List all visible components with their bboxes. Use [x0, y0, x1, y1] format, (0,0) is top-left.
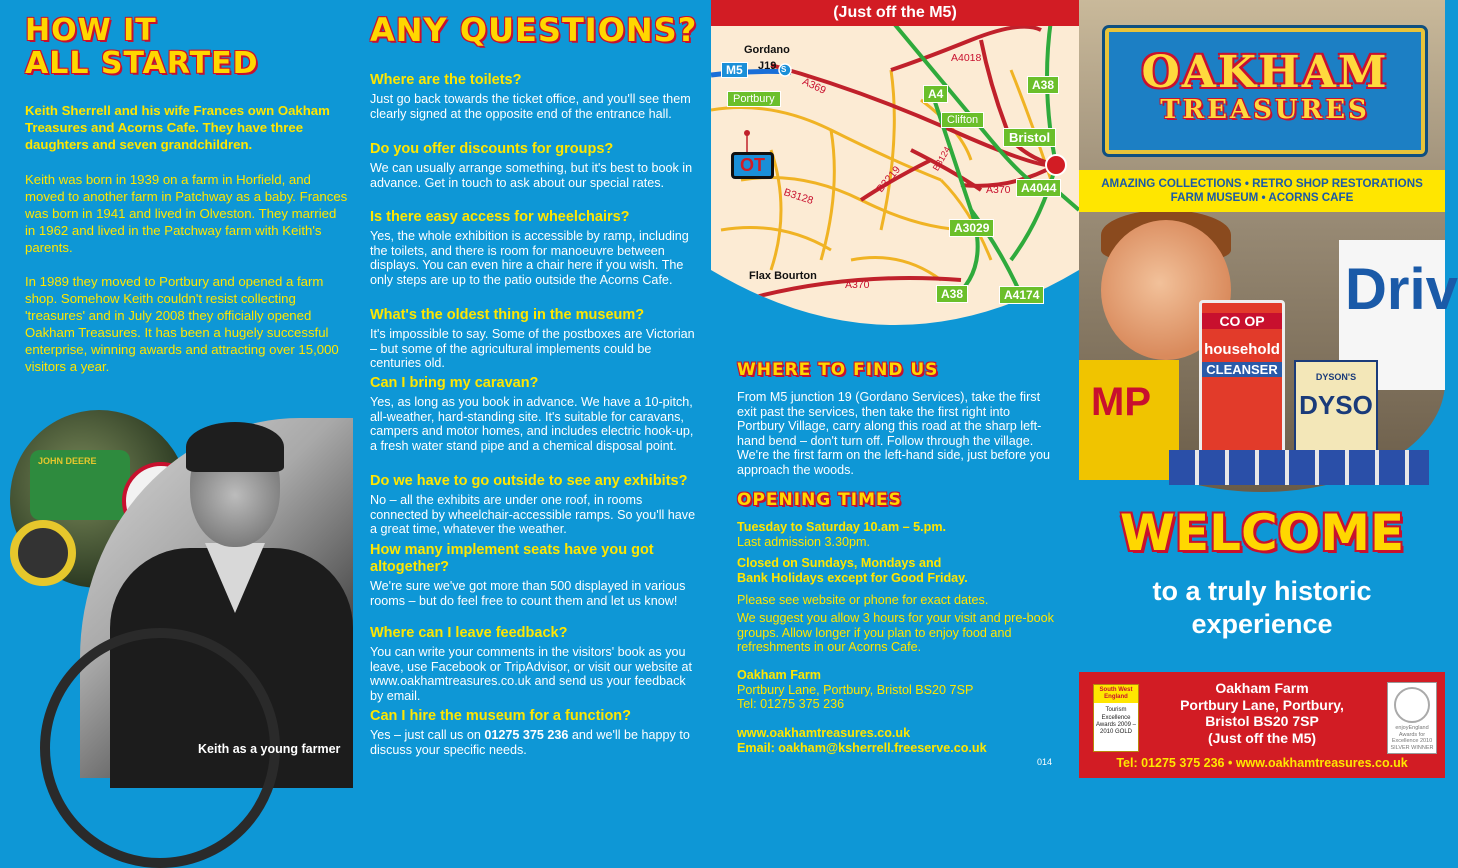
enjoy-england-award-badge: enjoyEngland Awards for Excellence 2010 SILVER WINNER: [1387, 682, 1437, 754]
any-questions-title: ANY QUESTIONS?: [370, 11, 698, 49]
welcome-heading: WELCOME: [1119, 504, 1405, 562]
ot-marker: OT: [731, 152, 774, 179]
faq-question: Is there easy access for wheelchairs?: [370, 209, 630, 225]
road-a38-bottom: A38: [936, 285, 968, 303]
tagline-band: AMAZING COLLECTIONS • RETRO SHOP RESTORATIONS FARM MUSEUM • ACORNS CAFE: [1079, 170, 1445, 212]
intro-text: Keith Sherrell and his wife Frances own Oakham Treasures and Acorns Cafe. They have three daughters and seven grandchildren.: [25, 103, 330, 152]
road-a370-right: A370: [986, 184, 1011, 196]
tractor-body: JOHN DEERE: [30, 450, 130, 520]
road-a4044: A4044: [1016, 179, 1061, 197]
history-paragraph-1: Keith was born in 1939 on a farm in Horfield, and moved to another farm in Patchway as a baby. Frances was born in 1941 and lived in Olveston. They married in 1962 and lived in the Patchway farm with Keith's parents.: [25, 172, 348, 255]
mp-box: MP: [1079, 360, 1179, 480]
faq-answer: It's impossible to say. Some of the postboxes are Victorian – but some of the agricultural implements could be centuries old.: [370, 327, 695, 371]
faq-answer: We can usually arrange something, but it's best to book in advance. Get in touch to ask about our special rates.: [370, 161, 693, 190]
panel-welcome: [1079, 0, 1458, 778]
page-number: 014: [1037, 757, 1053, 767]
dyso-box: DYSON'S DYSO: [1294, 360, 1378, 459]
map-label-portbury: Portbury: [727, 91, 781, 107]
road-a369: A369: [800, 75, 828, 97]
map-title: (Just off the M5): [711, 0, 1079, 26]
faq-question: Can I hire the museum for a function?: [370, 708, 632, 724]
address-block: Oakham Farm Portbury Lane, Portbury, Bristol BS20 7SP (Just off the M5): [1180, 680, 1344, 746]
tractor-wheel: [10, 520, 76, 586]
faq-question: Can I bring my caravan?: [370, 375, 539, 391]
road-a3029: A3029: [949, 219, 994, 237]
website-link[interactable]: www.oakhamtreasures.co.uk: [737, 726, 911, 740]
photo-caption: Keith as a young farmer: [198, 742, 341, 756]
map-label-j19: J19: [758, 60, 777, 72]
faq-answer: You can write your comments in the visitors' book as you leave, use Facebook or TripAdvisor, or visit our website at www.oakhamtreasures.co.uk and send us your feedback by email.: [370, 645, 692, 703]
map-label-gordano: Gordano: [744, 44, 790, 56]
how-it-started-title: HOW IT ALL STARTED: [25, 13, 259, 81]
panel-any-questions: [353, 0, 711, 778]
map-label-bristol: Bristol: [1003, 128, 1056, 147]
map-label-clifton: Clifton: [941, 112, 984, 128]
road-a4: A4: [923, 85, 948, 103]
footer-contact-line: Tel: 01275 375 236 • www.oakhamtreasures.co.uk: [1116, 756, 1408, 770]
road-a38-top: A38: [1027, 76, 1059, 94]
road-b3219: B3219: [874, 163, 904, 195]
faq-item: [370, 625, 700, 703]
closed-days: Closed on Sundays, Mondays and Bank Holidays except for Good Friday.: [737, 556, 968, 585]
faq-item: [370, 708, 700, 757]
map-label-flax-bourton: Flax Bourton: [749, 270, 817, 282]
coop-cleanser-can: CO OP household CLEANSER: [1199, 300, 1285, 456]
faq-question: Do we have to go outside to see any exhibits?: [370, 473, 688, 489]
opening-times-heading: OPENING TIMES: [737, 490, 902, 510]
faq-item: [370, 209, 700, 287]
tins-row: [1169, 450, 1429, 485]
faq-answer: Yes, the whole exhibition is accessible by ramp, including the toilets, and there is room for manoeuvre between displays. You can even hire a chair here if you wish. The only steps are up to the patio outside the Acorns Cafe.: [370, 229, 689, 287]
visit-suggestion: We suggest you allow 3 hours for your visit and pre-book groups. Allow longer if you plan to enjoy food and refreshments in our Acorns Cafe.: [737, 611, 1054, 655]
tourism-award-badge: South West England Tourism Excellence Awards 2009 – 2010 GOLD: [1093, 684, 1139, 752]
faq-item: [370, 72, 700, 121]
faq-item: [370, 542, 700, 608]
location-map: [711, 0, 1079, 345]
faq-answer: Yes – just call us on 01275 375 236 and we'll be happy to discuss your specific needs.: [370, 728, 690, 757]
farm-contact: Oakham Farm Portbury Lane, Portbury, Bristol BS20 7SP Tel: 01275 375 236: [737, 668, 974, 712]
faq-answer: Just go back towards the ticket office, and you'll see them clearly signed at the opposite end of the entrance hall.: [370, 92, 691, 121]
faq-answer: Yes, as long as you book in advance. We have a 10-pitch, all-weather, hard-standing site. It's suitable for caravans, campers and motor homes, and includes electric hook-up, a fresh water stand pipe and a chemical disposal point.: [370, 395, 694, 453]
panel-where-to-find-us: [711, 0, 1079, 778]
drive-box: Driv: [1339, 240, 1445, 390]
opening-hours: Tuesday to Saturday 10.am – 5.pm. Last admission 3.30pm.: [737, 520, 947, 549]
directions-text: From M5 junction 19 (Gordano Services), take the first exit past the services, then take the first right into Portbury Village, carry along this road at the sharp left-hand bend – don't turn off. Follow through the village. We're the first farm on the left-hand side, just before you approach the woods.: [737, 390, 1050, 477]
faq-question: How many implement seats have you got altogether?: [370, 542, 654, 575]
m5-badge: M5: [721, 62, 748, 78]
web-contact: [737, 726, 1057, 755]
faq-question: Where are the toilets?: [370, 72, 522, 88]
road-b3124: B3124: [930, 144, 953, 173]
rose-emblem-icon: [1394, 687, 1430, 723]
shop-display-photo: [1079, 0, 1458, 492]
phone-number: 01275 375 236: [484, 728, 569, 742]
welcome-subtitle: to a truly historic experience: [1152, 576, 1372, 639]
services-icon: S: [781, 65, 787, 74]
faq-item: [370, 473, 700, 537]
address-footer: [1079, 672, 1445, 778]
faq-question: Where can I leave feedback?: [370, 625, 568, 641]
faq-item: [370, 375, 700, 453]
panel-how-it-started: [0, 0, 353, 778]
where-to-find-us-heading: WHERE TO FIND US: [737, 360, 939, 380]
email-link[interactable]: Email: oakham@ksherrell.freeserve.co.uk: [737, 740, 987, 755]
faq-question: What's the oldest thing in the museum?: [370, 307, 645, 323]
faq-answer: We're sure we've got more than 500 displayed in various rooms – but do feel free to count them and let us know!: [370, 579, 686, 608]
faq-item: [370, 141, 700, 190]
road-a4018: A4018: [951, 52, 982, 64]
oakham-treasures-logo: OAKHAM TREASURES: [1105, 28, 1425, 154]
faq-answer: No – all the exhibits are under one roof, in rooms connected by wheelchair-accessible ramps. So you'll have a great time, whatever the weather.: [370, 493, 696, 537]
farmer-hair: [186, 422, 284, 472]
history-paragraph-2: In 1989 they moved to Portbury and opened a farm shop. Somehow Keith couldn't resist collecting 'treasures' and in July 2008 they officially opened Oakham Treasures. It has been a hugely successful enterprise, winning awards and attracting over 15,000 visitors a year.: [25, 274, 339, 374]
faq-item: [370, 307, 700, 371]
road-b3128: B3128: [782, 186, 815, 208]
see-website-note: Please see website or phone for exact dates.: [737, 593, 989, 607]
faq-question: Do you offer discounts for groups?: [370, 141, 614, 157]
road-a370-bottom: A370: [845, 279, 870, 291]
road-a4174: A4174: [999, 286, 1044, 304]
